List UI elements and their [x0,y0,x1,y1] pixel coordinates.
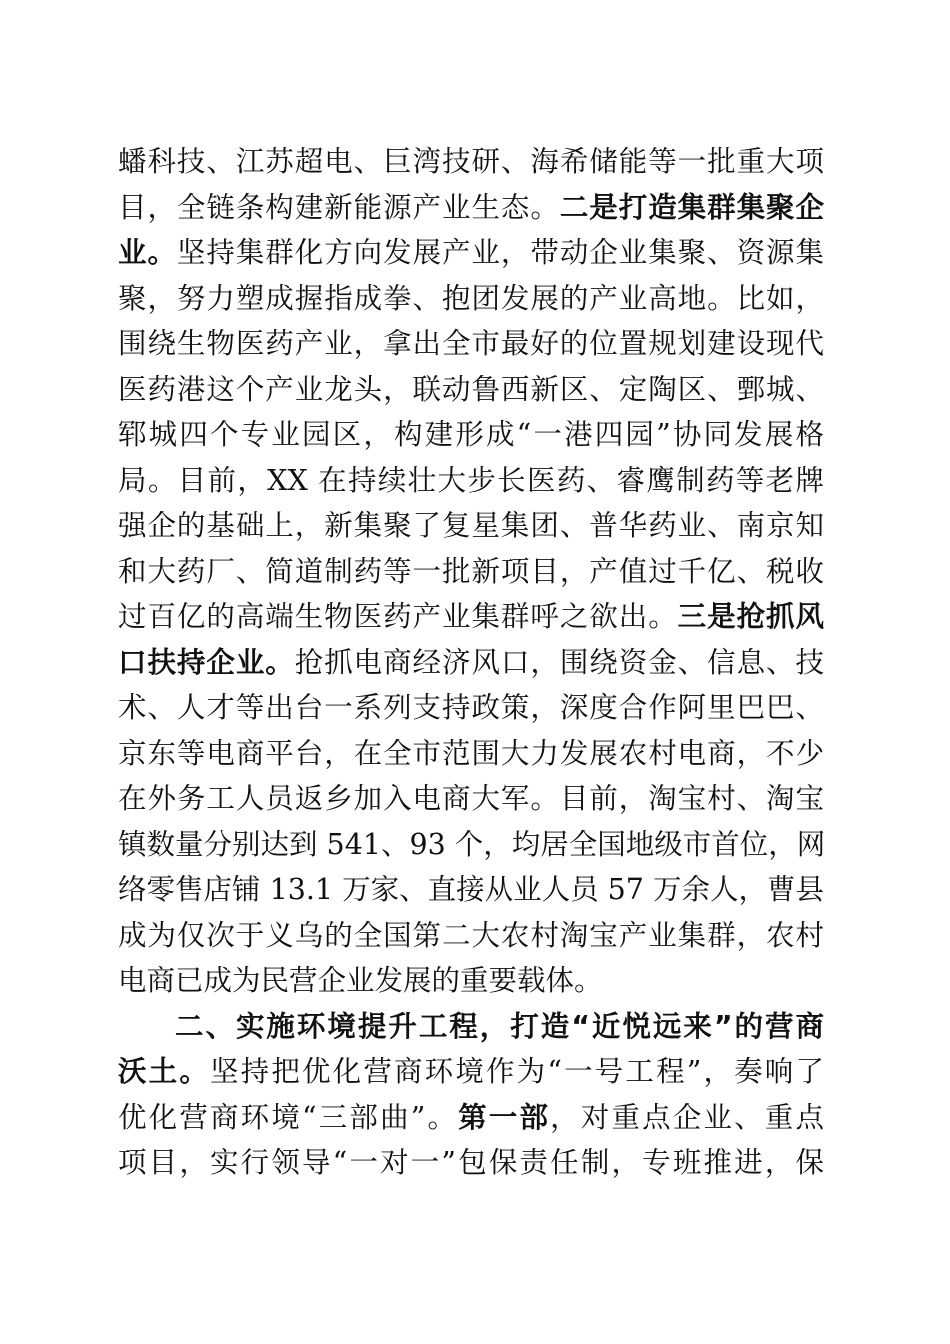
text-line: 围绕生物医药产业，拿出全市最好的位置规划建设现代 [118,327,824,360]
text-line: 蟠科技、江苏超电、巨湾技研、海希储能等一批重大项 [118,145,824,178]
text-line: 电商已成为民营企业发展的重要载体。 [118,964,603,997]
text-run: 目，全链条构建新能源产业生态。 [118,190,560,224]
text-line: 镇数量分别达到 541、93 个，均居全国地级市首位，网 [118,827,826,861]
bold-heading-run: 二是打造集群集聚企 [559,190,824,224]
text-line: 术、人才等出台一系列支持政策，深度合作阿里巴巴、 [118,691,824,724]
text-line: 络零售店铺 13.1 万家、直接从业人员 57 万余人，曹县 [118,873,824,906]
text-run: 坚持把优化营商环境作为“一号工程”，奏响了 [210,1055,824,1088]
text-line [118,594,824,640]
bold-heading-run: 业。 [118,236,177,269]
text-run: 优化营商环境“三部曲”。 [118,1100,459,1134]
text-line [118,1049,824,1095]
text-line: 京东等电商平台，在全市范围大力发展农村电商，不少 [118,736,824,770]
text-line [118,640,824,686]
text-line: 医药港这个产业龙头，联动鲁西新区、定陶区、鄄城、 [118,372,824,406]
text-line [118,1095,824,1141]
text-line [118,185,824,231]
text-line: 聚，努力塑成握指成拳、抱团发展的产业高地。比如， [118,281,824,315]
text-line: 局。目前，XX 在持续壮大步长医药、睿鹰制药等老牌 [118,463,824,497]
text-run: 抢抓电商经济风口，围绕资金、信息、技 [294,645,824,679]
section-heading-line: 二、实施环境提升工程，打造“近悦远来”的营商 [175,1009,824,1043]
text-line: 成为仅次于义乌的全国第二大农村淘宝产业集群，农村 [118,918,824,952]
bold-heading-run: 三是抢抓风 [677,600,824,633]
text-run: 过百亿的高端生物医药产业集群呼之欲出。 [118,600,678,633]
bold-heading-run: 口扶持企业。 [118,645,295,679]
text-run: 坚持集群化方向发展产业，带动企业集聚、资源集 [176,236,824,269]
text-line: 强企的基础上，新集聚了复星集团、普华药业、南京知 [118,509,824,542]
text-line: 和大药厂、简道制药等一批新项目，产值过千亿、税收 [118,554,824,588]
paragraph [118,139,824,1004]
text-line [118,230,824,276]
text-line: 在外务工人员返乡加入电商大军。目前，淘宝村、淘宝 [118,782,824,815]
text-line: 项目，实行领导“一对一”包保责任制，专班推进，保 [118,1146,824,1179]
text-run: ，对重点企业、重点 [550,1100,824,1134]
paragraph [118,1004,824,1186]
document-body [118,139,824,1186]
bold-heading-run: 沃土。 [118,1055,210,1088]
bold-heading-run: 第一部 [458,1100,551,1134]
text-line: 郓城四个专业园区，构建形成“一港四园”协同发展格 [118,418,824,451]
